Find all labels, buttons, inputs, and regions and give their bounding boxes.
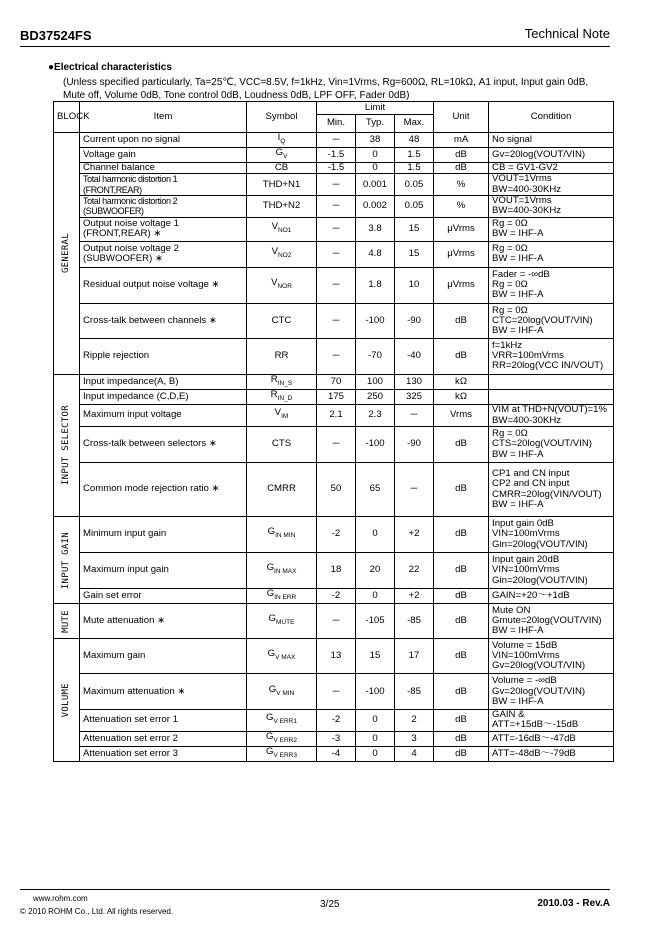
table-row <box>54 195 614 217</box>
table-row <box>54 389 614 404</box>
min-cell: -3 <box>317 731 356 746</box>
block-header: BLOCK <box>54 102 80 133</box>
max-cell: 10 <box>395 267 434 303</box>
table-row <box>54 639 614 674</box>
unit-cell: dB <box>434 163 489 174</box>
typ-cell: -100 <box>356 674 395 710</box>
min-cell: ─ <box>317 338 356 374</box>
item-cell: Attenuation set error 1 <box>80 710 247 731</box>
page-header <box>20 26 610 47</box>
typ-cell: 0 <box>356 710 395 731</box>
typ-cell: 20 <box>356 553 395 589</box>
document-type: Technical Note <box>524 26 610 41</box>
item-cell: Maximum input voltage <box>80 405 247 427</box>
item-cell: Ripple rejection <box>80 338 247 374</box>
min-cell: ─ <box>317 427 356 463</box>
unit-cell: dB <box>434 639 489 674</box>
table-row <box>54 604 614 639</box>
symbol-cell: $G_{IN MIN}$ <box>247 517 317 553</box>
condition-cell: GAIN & ATT=+15dB〜-15dB <box>489 710 614 731</box>
table-row <box>54 338 614 374</box>
symbol-cell: $G_{V MAX}$ <box>247 639 317 674</box>
min-cell: -1.5 <box>317 148 356 163</box>
symbol-cell: $V_{IM}$ <box>247 405 317 427</box>
symbol-cell: $G_V$ <box>247 148 317 163</box>
block-label-mute: MUTE <box>54 604 80 639</box>
item-cell: Total harmonic distortion 2 (SUBWOOFER) <box>80 195 247 217</box>
unit-cell: dB <box>434 604 489 639</box>
block-label-input-gain: INPUT GAIN <box>54 517 80 604</box>
max-cell: 0.05 <box>395 195 434 217</box>
symbol-cell: $V_{NOR}$ <box>247 267 317 303</box>
max-cell: 15 <box>395 217 434 241</box>
min-cell: ─ <box>317 217 356 241</box>
item-cell: Maximum attenuation ∗ <box>80 674 247 710</box>
table-row <box>54 267 614 303</box>
condition-cell: Input gain 20dB VIN=100mVrms Gin=20log(VOUT/VIN) <box>489 553 614 589</box>
typ-cell: 0 <box>356 731 395 746</box>
symbol-cell: CMRR <box>247 463 317 517</box>
unit-cell: μVrms <box>434 217 489 241</box>
typ-cell: -70 <box>356 338 395 374</box>
min-cell: -2 <box>317 710 356 731</box>
table-row <box>54 374 614 389</box>
unit-cell: dB <box>434 731 489 746</box>
item-cell: Mute attenuation ∗ <box>80 604 247 639</box>
table-row <box>54 174 614 195</box>
max-cell: 1.5 <box>395 148 434 163</box>
symbol-cell: $G_{IN ERR}$ <box>247 589 317 604</box>
symbol-cell: $I_Q$ <box>247 133 317 148</box>
table-row <box>54 303 614 338</box>
min-cell: ─ <box>317 195 356 217</box>
table-row <box>54 133 614 148</box>
unit-cell: μVrms <box>434 241 489 267</box>
block-label-general: GENERAL <box>54 133 80 375</box>
table-row <box>54 217 614 241</box>
min-cell: -4 <box>317 746 356 761</box>
condition-cell: Volume = 15dB VIN=100mVrms Gv=20log(VOUT/VIN) <box>489 639 614 674</box>
item-cell: Attenuation set error 2 <box>80 731 247 746</box>
item-cell: Cross-talk between channels ∗ <box>80 303 247 338</box>
max-cell: 1.5 <box>395 163 434 174</box>
symbol-cell: $G_{V ERR1}$ <box>247 710 317 731</box>
typ-header: Typ. <box>356 115 395 133</box>
block-label-input-selector: INPUT SELECTOR <box>54 374 80 516</box>
min-cell: -1.5 <box>317 163 356 174</box>
unit-cell: Vrms <box>434 405 489 427</box>
typ-cell: 38 <box>356 133 395 148</box>
typ-cell: 15 <box>356 639 395 674</box>
table-row <box>54 674 614 710</box>
symbol-cell: $G_{IN MAX}$ <box>247 553 317 589</box>
symbol-cell: CTS <box>247 427 317 463</box>
table-row <box>54 746 614 761</box>
conditions-line-1: (Unless specified particularly, Ta=25℃, VCC=8.5V, f=1kHz, Vin=1Vrms, Rg=600Ω, RL=10kΩ, A1 input, Input gain 0dB, <box>63 77 589 88</box>
symbol-cell: $V_{NO1}$ <box>247 217 317 241</box>
unit-cell: dB <box>434 517 489 553</box>
symbol-cell: THD+N2 <box>247 195 317 217</box>
typ-cell: 1.8 <box>356 267 395 303</box>
unit-header: Unit <box>434 102 489 133</box>
unit-cell: dB <box>434 338 489 374</box>
item-cell: Channel balance <box>80 163 247 174</box>
symbol-cell: CB <box>247 163 317 174</box>
min-cell: 50 <box>317 463 356 517</box>
footer-url: www.rohm.com <box>33 894 88 903</box>
min-header: Min. <box>317 115 356 133</box>
item-cell: Gain set error <box>80 589 247 604</box>
max-cell: +2 <box>395 589 434 604</box>
item-cell: Output noise voltage 1 (FRONT,REAR) ∗ <box>80 217 247 241</box>
typ-cell: 0 <box>356 163 395 174</box>
min-cell: ─ <box>317 303 356 338</box>
condition-cell: Rg = 0Ω CTS=20log(VOUT/VIN) BW = IHF-A <box>489 427 614 463</box>
table-row <box>54 589 614 604</box>
unit-cell: dB <box>434 148 489 163</box>
max-cell: 2 <box>395 710 434 731</box>
unit-cell: kΩ <box>434 374 489 389</box>
item-cell: Residual output noise voltage ∗ <box>80 267 247 303</box>
unit-cell: kΩ <box>434 389 489 404</box>
typ-cell: -100 <box>356 427 395 463</box>
min-cell: -2 <box>317 517 356 553</box>
max-cell: +2 <box>395 517 434 553</box>
table-row <box>54 148 614 163</box>
table-row <box>54 163 614 174</box>
condition-cell: ATT=-16dB〜-47dB <box>489 731 614 746</box>
item-cell: Common mode rejection ratio ∗ <box>80 463 247 517</box>
condition-cell: CP1 and CN input CP2 and CN input CMRR=20log(VIN/VOUT) BW = IHF-A <box>489 463 614 517</box>
typ-cell: 0.002 <box>356 195 395 217</box>
max-cell: -40 <box>395 338 434 374</box>
part-number: BD37524FS <box>20 28 92 43</box>
table-row <box>54 463 614 517</box>
condition-cell: Fader = -∞dB Rg = 0Ω BW = IHF-A <box>489 267 614 303</box>
max-cell: 3 <box>395 731 434 746</box>
revision: 2010.03 - Rev.A <box>537 898 610 909</box>
unit-cell: dB <box>434 303 489 338</box>
unit-cell: dB <box>434 710 489 731</box>
typ-cell: 0 <box>356 517 395 553</box>
test-conditions <box>63 76 623 102</box>
max-cell: ─ <box>395 405 434 427</box>
max-cell: -90 <box>395 427 434 463</box>
condition-cell: GAIN=+20〜+1dB <box>489 589 614 604</box>
table-row <box>54 710 614 731</box>
page-number: 3/25 <box>320 899 340 910</box>
conditions-line-2: Mute off, Volume 0dB, Tone control 0dB, Loudness 0dB, LPF OFF, Fader 0dB) <box>63 90 410 101</box>
max-cell: 22 <box>395 553 434 589</box>
max-cell: ─ <box>395 463 434 517</box>
min-cell: 2.1 <box>317 405 356 427</box>
min-cell: ─ <box>317 174 356 195</box>
max-cell: 15 <box>395 241 434 267</box>
typ-cell: 3.8 <box>356 217 395 241</box>
condition-cell <box>489 389 614 404</box>
min-cell: ─ <box>317 604 356 639</box>
symbol-cell: $G_{V ERR2}$ <box>247 731 317 746</box>
condition-cell: Rg = 0Ω CTC=20log(VOUT/VIN) BW = IHF-A <box>489 303 614 338</box>
condition-cell: Mute ON Gmute=20log(VOUT/VIN) BW = IHF-A <box>489 604 614 639</box>
condition-cell: Gv=20log(VOUT/VIN) <box>489 148 614 163</box>
item-cell: Cross-talk between selectors ∗ <box>80 427 247 463</box>
max-cell: 0.05 <box>395 174 434 195</box>
unit-cell: μVrms <box>434 267 489 303</box>
min-cell: 175 <box>317 389 356 404</box>
condition-cell: Volume = -∞dB Gv=20log(VOUT/VIN) BW = IHF-A <box>489 674 614 710</box>
typ-cell: 250 <box>356 389 395 404</box>
condition-cell: No signal <box>489 133 614 148</box>
typ-cell: 0 <box>356 746 395 761</box>
typ-cell: 0 <box>356 148 395 163</box>
item-cell: Total harmonic distortion 1 (FRONT,REAR) <box>80 174 247 195</box>
item-header: Item <box>80 102 247 133</box>
typ-cell: 100 <box>356 374 395 389</box>
table-row <box>54 517 614 553</box>
condition-cell <box>489 374 614 389</box>
min-cell: 18 <box>317 553 356 589</box>
item-cell: Voltage gain <box>80 148 247 163</box>
condition-cell: Rg = 0Ω BW = IHF-A <box>489 241 614 267</box>
limit-header: Limit <box>317 102 434 115</box>
max-cell: 130 <box>395 374 434 389</box>
condition-header: Condition <box>489 102 614 133</box>
item-cell: Output noise voltage 2 (SUBWOOFER) ∗ <box>80 241 247 267</box>
max-header: Max. <box>395 115 434 133</box>
unit-cell: % <box>434 174 489 195</box>
min-cell: ─ <box>317 241 356 267</box>
typ-cell: 0.001 <box>356 174 395 195</box>
unit-cell: dB <box>434 589 489 604</box>
unit-cell: dB <box>434 553 489 589</box>
table-row <box>54 553 614 589</box>
symbol-cell: CTC <box>247 303 317 338</box>
symbol-cell: $G_{V ERR3}$ <box>247 746 317 761</box>
max-cell: 48 <box>395 133 434 148</box>
symbol-cell: $G_{MUTE}$ <box>247 604 317 639</box>
item-cell: Maximum input gain <box>80 553 247 589</box>
item-cell: Input impedance (C,D,E) <box>80 389 247 404</box>
symbol-cell: THD+N1 <box>247 174 317 195</box>
condition-cell: VOUT=1Vrms BW=400-30KHz <box>489 195 614 217</box>
item-cell: Minimum input gain <box>80 517 247 553</box>
max-cell: 325 <box>395 389 434 404</box>
unit-cell: dB <box>434 746 489 761</box>
condition-cell: Input gain 0dB VIN=100mVrms Gin=20log(VOUT/VIN) <box>489 517 614 553</box>
typ-cell: 2.3 <box>356 405 395 427</box>
unit-cell: mA <box>434 133 489 148</box>
typ-cell: 65 <box>356 463 395 517</box>
unit-cell: dB <box>434 427 489 463</box>
item-cell: Attenuation set error 3 <box>80 746 247 761</box>
condition-cell: Rg = 0Ω BW = IHF-A <box>489 217 614 241</box>
condition-cell: ATT=-48dB〜-79dB <box>489 746 614 761</box>
condition-cell: CB = GV1-GV2 <box>489 163 614 174</box>
min-cell: -2 <box>317 589 356 604</box>
condition-cell: VOUT=1Vrms BW=400-30KHz <box>489 174 614 195</box>
condition-cell: f=1kHz VRR=100mVrms RR=20log(VCC IN/VOUT) <box>489 338 614 374</box>
symbol-cell: $R_{IN\_S}$ <box>247 374 317 389</box>
symbol-cell: RR <box>247 338 317 374</box>
electrical-characteristics-table <box>53 101 614 762</box>
max-cell: 4 <box>395 746 434 761</box>
typ-cell: -100 <box>356 303 395 338</box>
symbol-cell: $G_{V MIN}$ <box>247 674 317 710</box>
typ-cell: 0 <box>356 589 395 604</box>
max-cell: 17 <box>395 639 434 674</box>
max-cell: -85 <box>395 674 434 710</box>
page-footer <box>20 889 610 916</box>
table-row <box>54 427 614 463</box>
min-cell: 70 <box>317 374 356 389</box>
symbol-header: Symbol <box>247 102 317 133</box>
footer-copyright: © 2010 ROHM Co., Ltd. All rights reserved. <box>20 907 174 916</box>
block-label-volume: VOLUME <box>54 639 80 762</box>
section-title: ●Electrical characteristics <box>48 62 172 73</box>
table-row <box>54 405 614 427</box>
item-cell: Maximum gain <box>80 639 247 674</box>
unit-cell: dB <box>434 463 489 517</box>
min-cell: ─ <box>317 267 356 303</box>
typ-cell: -105 <box>356 604 395 639</box>
unit-cell: % <box>434 195 489 217</box>
unit-cell: dB <box>434 674 489 710</box>
item-cell: Input impedance(A, B) <box>80 374 247 389</box>
min-cell: ─ <box>317 133 356 148</box>
max-cell: -85 <box>395 604 434 639</box>
min-cell: 13 <box>317 639 356 674</box>
symbol-cell: $V_{NO2}$ <box>247 241 317 267</box>
min-cell: ─ <box>317 674 356 710</box>
table-row <box>54 241 614 267</box>
symbol-cell: $R_{IN\_D}$ <box>247 389 317 404</box>
typ-cell: 4.8 <box>356 241 395 267</box>
item-cell: Current upon no signal <box>80 133 247 148</box>
max-cell: -90 <box>395 303 434 338</box>
condition-cell: VIM at THD+N(VOUT)=1% BW=400-30KHz <box>489 405 614 427</box>
table-row <box>54 731 614 746</box>
